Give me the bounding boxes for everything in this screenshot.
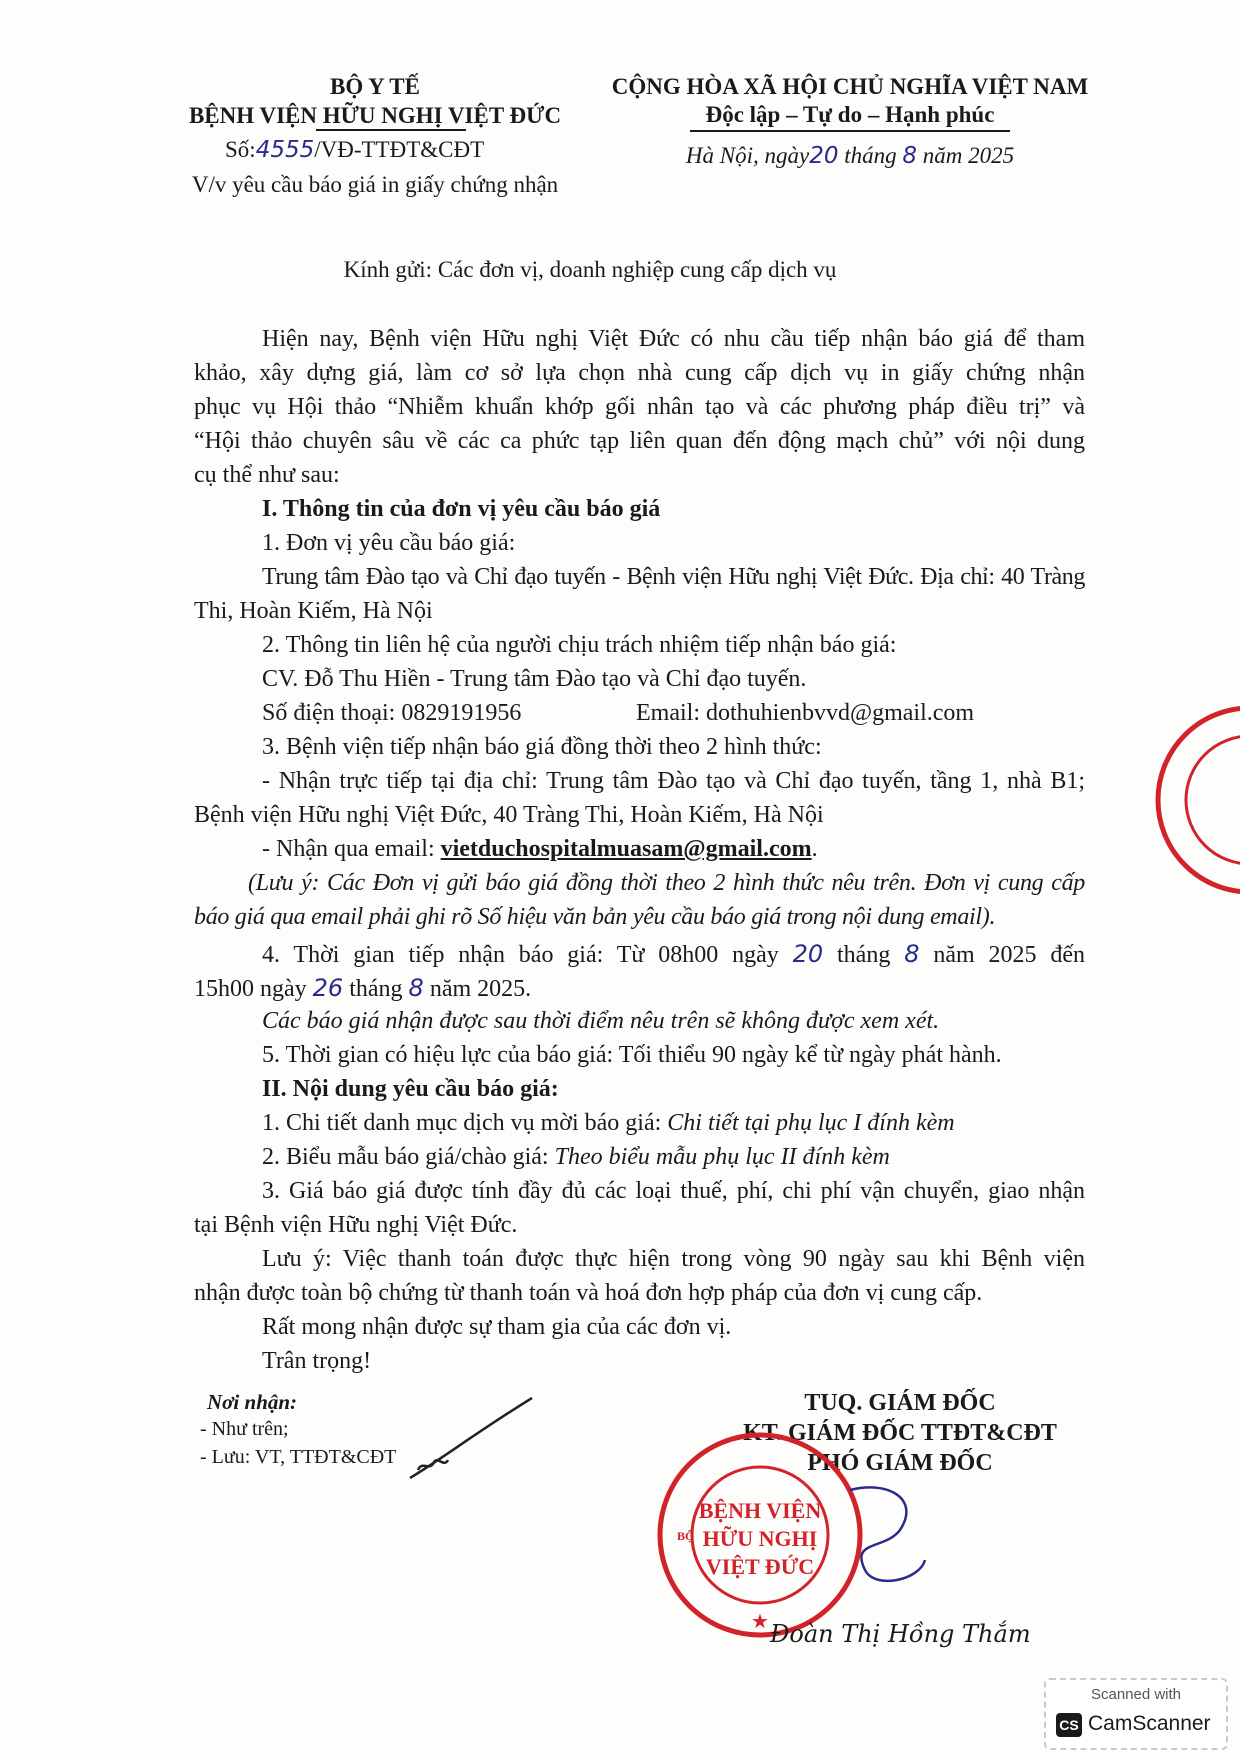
signature-deputy: KT. GIÁM ĐỐC TTĐT&CĐT <box>743 1420 1057 1446</box>
payment-note-line-2: nhận được toàn bộ chứng từ thanh toán và hoá đơn hợp pháp của đơn vị cung cấp. <box>194 1280 983 1306</box>
ministry-name: BỘ Y TẾ <box>330 74 420 99</box>
signer-name: Đoàn Thị Hồng Thắm <box>770 1620 1031 1648</box>
section-1-item-1-label: 1. Đơn vị yêu cầu báo giá: <box>262 530 516 556</box>
closing-regards: Trân trọng! <box>262 1348 372 1374</box>
signature-title: PHÓ GIÁM ĐỐC <box>807 1450 993 1476</box>
quote-form-reference: Theo biểu mẫu phụ lục II đính kèm <box>554 1144 890 1170</box>
receipt-time-from-month: 8 <box>904 940 920 968</box>
intro-line-2: khảo, xây dựng giá, làm cơ sở lựa chọn nhà cung cấp dịch vụ in giấy chứng nhận <box>194 360 1085 386</box>
recipients-line-1: - Như trên; <box>200 1418 289 1440</box>
email-delivery <box>262 836 818 863</box>
motto-underline <box>690 130 1010 132</box>
issue-date-day: 20 <box>809 143 839 169</box>
email-delivery-suffix: . <box>811 836 818 862</box>
page-seal <box>1150 700 1240 900</box>
camscanner-name: CamScanner <box>1088 1712 1211 1735</box>
signature-authority: TUQ. GIÁM ĐỐC <box>804 1390 996 1416</box>
direct-delivery-line-2: Bệnh viện Hữu nghị Việt Đức, 40 Tràng Thi, Hoàn Kiếm, Hà Nội <box>194 802 824 828</box>
price-terms-line-2: tại Bệnh viện Hữu nghị Việt Đức. <box>194 1212 518 1238</box>
receipt-time-to-month: 8 <box>408 974 424 1002</box>
document-subject: V/v yêu cầu báo giá in giấy chứng nhận <box>191 172 559 197</box>
receipt-time-line-2 <box>194 974 531 1003</box>
issue-date <box>600 143 1100 169</box>
service-list-item <box>262 1110 955 1137</box>
procurement-email-link[interactable]: vietduchospitalmuasam@gmail.com <box>440 836 812 862</box>
document-number-handwritten: 4555 <box>255 137 315 163</box>
section-1-item-3-label: 3. Bệnh viện tiếp nhận báo giá đồng thời theo 2 hình thức: <box>262 734 822 760</box>
receipt-time-from-year: năm 2025 đến <box>933 942 1086 968</box>
official-stamp-line-1: BỆNH VIỆN <box>698 1498 822 1523</box>
document-number-prefix: Số: <box>225 137 256 162</box>
hospital-name: BỆNH VIỆN HỮU NGHỊ VIỆT ĐỨC <box>188 103 562 128</box>
direct-delivery-line-1: - Nhận trực tiếp tại địa chỉ: Trung tâm Đào tạo và Chỉ đạo tuyến, tầng 1, nhà B1; <box>262 768 1085 794</box>
issue-date-prefix: Hà Nội, ngày <box>685 143 810 168</box>
national-motto: Độc lập – Tự do – Hạnh phúc <box>705 102 995 127</box>
service-list-reference: Chi tiết tại phụ lục I đính kèm <box>667 1110 955 1136</box>
section-2-title: II. Nội dung yêu cầu báo giá: <box>262 1076 559 1102</box>
signature-scribble <box>830 1480 940 1600</box>
recipients-line-2: - Lưu: VT, TTĐT&CĐT <box>200 1446 397 1468</box>
contact-email: Email: dothuhienbvvd@gmail.com <box>636 700 975 726</box>
receipt-time-line-1 <box>262 940 1085 969</box>
receipt-time-to-day: 26 <box>312 974 344 1002</box>
quote-validity: 5. Thời gian có hiệu lực của báo giá: Tối thiểu 90 ngày kể từ ngày phát hành. <box>262 1042 1002 1068</box>
section-1-title: I. Thông tin của đơn vị yêu cầu báo giá <box>262 496 661 522</box>
contact-phone: Số điện thoại: 0829191956 <box>262 700 522 726</box>
camscanner-caption: Scanned with <box>1090 1686 1182 1703</box>
issue-date-year: năm 2025 <box>922 143 1015 168</box>
intro-line-1: Hiện nay, Bệnh viện Hữu nghị Việt Đức có nhu cầu tiếp nhận báo giá để tham <box>262 326 1085 352</box>
price-terms-line-1: 3. Giá báo giá được tính đầy đủ các loại thuế, phí, chi phí vận chuyển, giao nhận <box>262 1178 1085 1204</box>
intro-line-3: phục vụ Hội thảo “Nhiễm khuẩn khớp gối nhân tạo và các phương pháp điều trị” và <box>194 394 1085 420</box>
receipt-time-to-month-label: tháng <box>349 976 403 1002</box>
intro-line-4: “Hội thảo chuyên sâu về các ca phức tạp liên quan đến động mạch chủ” với nội dung <box>194 428 1085 454</box>
delivery-note-line-2: báo giá qua email phải ghi rõ Số hiệu văn bản yêu cầu báo giá trong nội dung email). <box>194 904 996 930</box>
addressee: Kính gửi: Các đơn vị, doanh nghiệp cung cấp dịch vụ <box>343 257 837 282</box>
intro-line-5: cụ thể như sau: <box>194 462 340 488</box>
republic-title: CỘNG HÒA XÃ HỘI CHỦ NGHĨA VIỆT NAM <box>611 74 1089 99</box>
receipt-time-note: Các báo giá nhận được sau thời điểm nêu trên sẽ không được xem xét. <box>262 1008 940 1034</box>
receipt-time-to-label: 15h00 ngày <box>194 976 307 1002</box>
document-number <box>225 137 484 163</box>
service-list-label: 1. Chi tiết danh mục dịch vụ mời báo giá: <box>262 1110 668 1136</box>
section-1-item-1-line-1: Trung tâm Đào tạo và Chỉ đạo tuyến - Bệnh viện Hữu nghị Việt Đức. Địa chỉ: 40 Tràng <box>262 564 1085 590</box>
payment-note-line-1: Lưu ý: Việc thanh toán được thực hiện trong vòng 90 ngày sau khi Bệnh viện <box>262 1246 1085 1272</box>
official-stamp-line-3: VIỆT ĐỨC <box>705 1554 815 1579</box>
receipt-time-to-year: năm 2025. <box>429 976 532 1002</box>
issue-date-month: 8 <box>902 143 917 169</box>
email-delivery-prefix: - Nhận qua email: <box>262 836 441 862</box>
receipt-time-from-month-label: tháng <box>837 942 891 968</box>
header-left-underline <box>316 129 466 131</box>
camscanner-logo-icon: CS <box>1056 1713 1082 1737</box>
section-1-item-1-line-2: Thi, Hoàn Kiếm, Hà Nội <box>194 598 433 624</box>
section-1-item-2-label: 2. Thông tin liên hệ của người chịu trách nhiệm tiếp nhận báo giá: <box>262 632 897 658</box>
issue-date-month-label: tháng <box>844 143 897 168</box>
official-stamp-line-2: HỮU NGHỊ <box>702 1526 818 1551</box>
initials-mark <box>400 1390 540 1490</box>
quote-form-item <box>262 1144 890 1171</box>
svg-text:BỘ: BỘ <box>677 1529 695 1543</box>
quote-form-label: 2. Biểu mẫu báo giá/chào giá: <box>262 1144 555 1170</box>
closing-invitation: Rất mong nhận được sự tham gia của các đơn vị. <box>262 1314 732 1340</box>
receipt-time-from-label: 4. Thời gian tiếp nhận báo giá: Từ 08h00 ngày <box>262 942 779 968</box>
contact-person: CV. Đỗ Thu Hiền - Trung tâm Đào tạo và Chỉ đạo tuyến. <box>262 666 807 692</box>
receipt-time-from-day: 20 <box>792 940 824 968</box>
page-seal-ring <box>1150 700 1240 900</box>
recipients-title: Nơi nhận: <box>207 1390 298 1414</box>
document-number-suffix: /VĐ-TTĐT&CĐT <box>314 137 485 162</box>
camscanner-badge <box>1044 1678 1228 1750</box>
svg-text:★: ★ <box>751 1611 769 1633</box>
delivery-note-line-1: (Lưu ý: Các Đơn vị gửi báo giá đồng thời theo 2 hình thức nêu trên. Đơn vị cung cấp <box>248 870 1085 896</box>
